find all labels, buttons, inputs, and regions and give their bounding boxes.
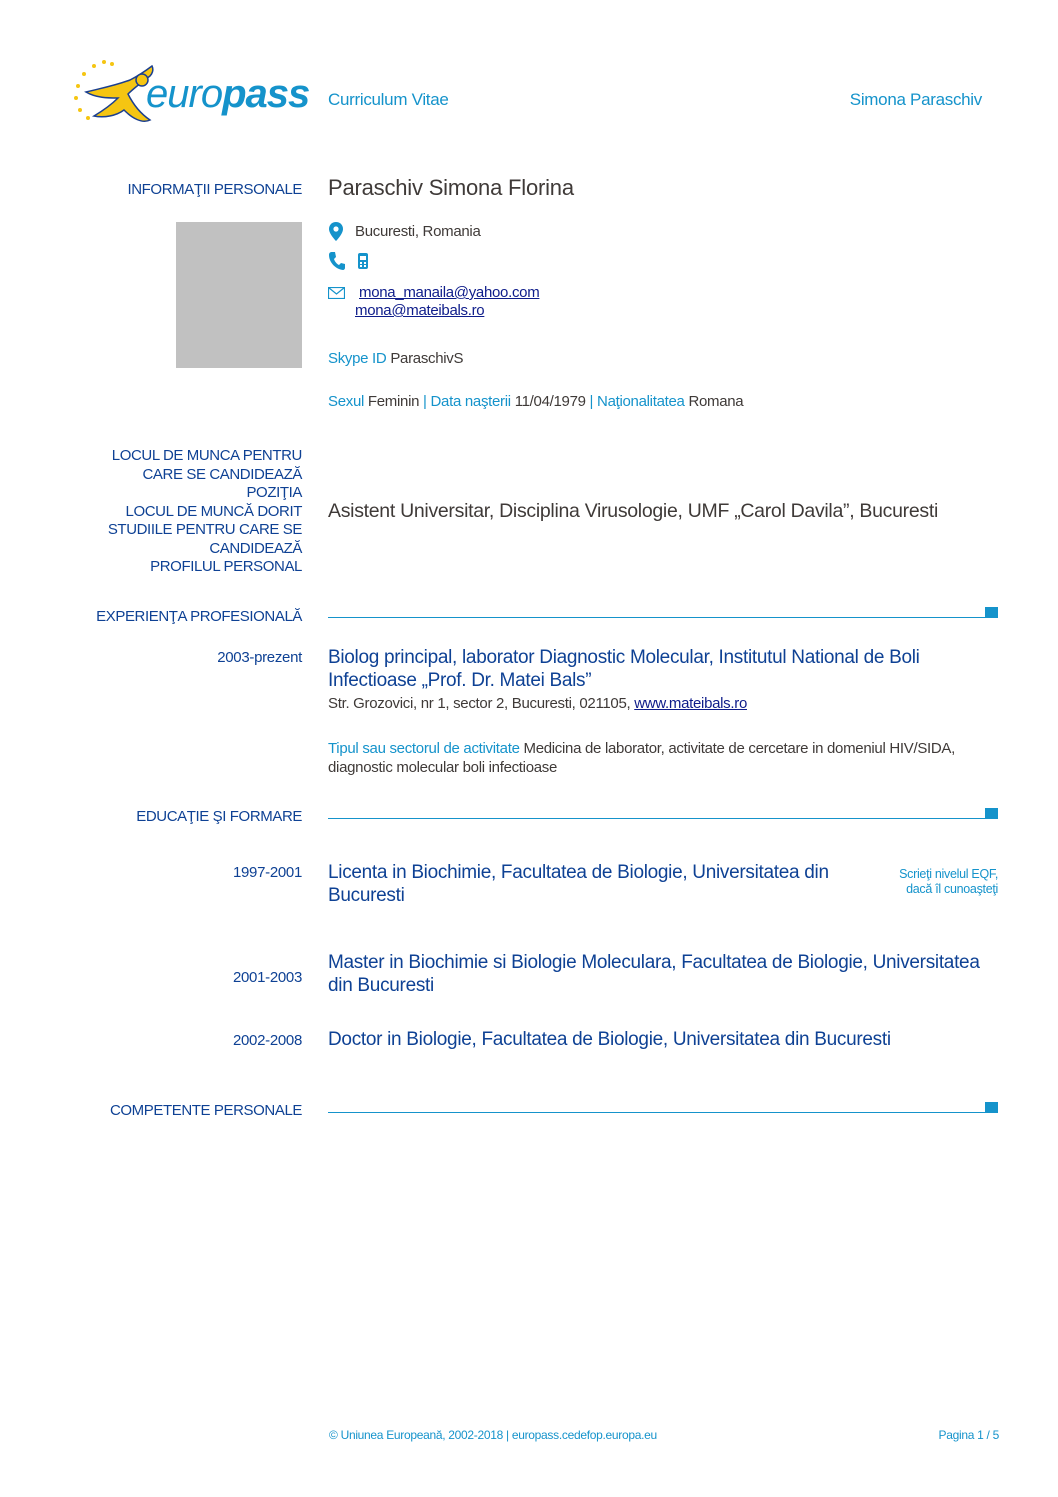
education-date: 1997-2001 [232,864,302,881]
mobile-phone-icon [357,252,369,270]
section-divider [328,617,985,618]
experience-date: 2003-prezent [217,649,302,666]
position-label-line: STUDIILE PENTRU CARE SE [107,521,302,538]
dob-value: 11/04/1979 [514,393,586,410]
education-entry [328,1028,891,1051]
education-title-line: din Bucuresti [328,975,434,996]
logo-text-euro: euro [146,72,223,116]
section-divider [328,818,985,819]
photo-placeholder [176,222,302,368]
employer-website-link[interactable]: www.mateibals.ro [634,695,747,712]
eqf-note [899,867,998,897]
skype-row [328,350,463,367]
position-value: Asistent Universitar, Disciplina Virusologie, UMF „Carol Davila”, Bucuresti [328,500,939,522]
logo-text-pass: pass [222,72,310,116]
position-label-line: CARE SE CANDIDEAZĂ [142,465,302,483]
envelope-icon [328,287,345,299]
section-label-education: EDUCAŢIE ŞI FORMARE [136,808,302,825]
experience-title-line: Biolog principal, laborator Diagnostic Molecular, Institutul National de Boli [328,647,920,668]
sector-label: Tipul sau sectorul de activitate [328,740,520,757]
logo-wordmark [146,72,309,116]
experience-address: Str. Grozovici, nr 1, sector 2, Bucuresti, 021105, [328,695,631,712]
footer-page-number: Pagina 1 / 5 [938,1428,999,1442]
section-marker [985,607,998,618]
section-divider [328,1112,985,1113]
position-label-line: LOCUL DE MUNCĂ DORIT [125,502,302,520]
education-entry [328,951,980,997]
section-marker [985,808,998,819]
phone-icon [329,252,345,270]
personal-details-row [328,393,743,410]
sex-value: Feminin [367,393,420,410]
section-label-experience: EXPERIENŢA PROFESIONALĂ [96,608,302,625]
education-title-line: Master in Biochimie si Biologie Moleculara, Facultatea de Biologie, Universitatea [328,952,980,973]
dob-label: Data naşterii [430,393,511,410]
document-title: Curriculum Vitae [328,90,449,109]
map-pin-icon [329,222,343,241]
separator: | [589,393,594,410]
experience-title [328,646,920,692]
education-title-line: Licenta in Biochimie, Facultatea de Biologie, Universitatea din [328,862,829,883]
section-label-competences: COMPETENTE PERSONALE [109,1102,302,1119]
education-date: 2001-2003 [232,969,302,986]
position-label-line: POZIŢIA [246,484,302,501]
europass-logo [72,58,310,130]
education-title-line: Doctor in Biologie, Facultatea de Biologie, Universitatea din Bucuresti [328,1029,891,1050]
footer-copyright: © Uniunea Europeană, 2002-2018 | europass.cedefop.europa.eu [329,1428,657,1442]
location-text: Bucuresti, Romania [355,223,481,240]
section-marker [985,1102,998,1113]
experience-title-line: Infectioase „Prof. Dr. Matei Bals” [328,670,592,691]
experience-address-row [328,695,747,712]
skype-value: ParaschivS [390,350,464,367]
education-entry [328,861,829,907]
eqf-note-line: Scrieţi nivelul EQF, [899,867,998,881]
education-title-line: Bucuresti [328,885,405,906]
sector-value-line1: Medicina de laborator, activitate de cercetare in domeniul HIV/SIDA, [523,740,955,757]
skype-label: Skype ID [328,350,387,367]
education-date: 2002-2008 [232,1032,302,1049]
nationality-value: Romana [688,393,744,410]
sector-value-line2: diagnostic molecular boli infectioase [328,758,558,776]
sex-label: Sexul [328,393,365,410]
section-label-personal: INFORMAŢII PERSONALE [127,181,302,198]
header-person-name: Simona Paraschiv [849,90,982,109]
full-name: Paraschiv Simona Florina [328,175,574,200]
position-label-line: PROFILUL PERSONAL [150,558,302,575]
separator: | [423,393,427,410]
nationality-label: Naţionalitatea [597,393,685,410]
experience-sector [328,740,988,777]
email-link-1[interactable]: mona_manaila@yahoo.com [359,284,540,301]
position-labels [108,447,302,577]
eqf-note-line: dacă îl cunoaşteţi [906,882,998,896]
position-label-line: LOCUL DE MUNCA PENTRU [111,447,302,464]
email-link-2[interactable]: mona@mateibals.ro [355,302,485,319]
position-label-line: CANDIDEAZĂ [209,539,302,557]
